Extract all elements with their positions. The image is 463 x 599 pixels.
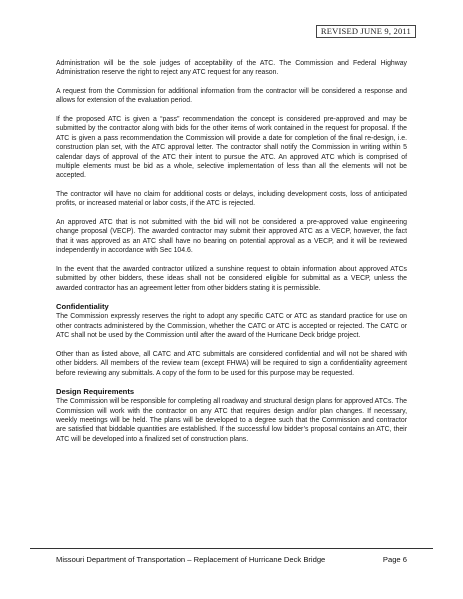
footer-title: Missouri Department of Transportation – Replacement of Hurricane Deck Bridge <box>56 555 326 564</box>
paragraph-vecp: An approved ATC that is not submitted with the bid will not be considered a pre-approved value engineering change proposal (VECP). The awarded contractor may submit their approved ATC as a VECP, however, the fact that it was approved as an ATC shall have no bearing on potential approval as a VECP, and it will be reviewed independently in accordance with Sec 104.6. <box>56 219 407 255</box>
paragraph-pass-recommendation: If the proposed ATC is given a “pass” recommendation the concept is considered pre-approved and may be submitted by the contractor along with bids for the other items of work contained in the request for proposal. If the ATC is given a pass recommendation the Commission will provide a date for completion of the final re-design, i.e. construction plan set, with the ATC approval letter. The contractor shall notify the Commission in writing within 5 calendar days of approval of the ATC their intent to pursue the ATC. An approved ATC which is comprised of multiple elements must be bid as a whole, selective implementation of less than all the elements will not be accepted. <box>56 116 407 180</box>
page-number: Page 6 <box>382 555 407 564</box>
section-heading-design-requirements: Design Requirements <box>56 387 135 397</box>
section-heading-confidentiality: Confidentiality <box>56 302 109 312</box>
paragraph-confidentiality-submittals: Other than as listed above, all CATC and ATC submittals are considered confidential and will not be shared with other bidders. All members of the review team (except FHWA) will be required to sign a confidentiality agreement before reviewing any submittals. A copy of the form to be used for this purpose may be requested. <box>56 350 407 377</box>
paragraph-no-claim: The contractor will have no claim for additional costs or delays, including development costs, loss of anticipated profits, or increased material or labor costs, if the ATC is rejected. <box>56 191 407 208</box>
document-body <box>56 59 407 453</box>
paragraph-additional-information: A request from the Commission for additional information from the contractor will be considered a response and allows for extension of the evaluation period. <box>56 88 407 105</box>
paragraph-design-requirements: The Commission will be responsible for completing all roadway and structural design plans for approved ATCs. The Commission will work with the contractor on any ATC that requires design and/or plan changes. If necessary, weekly meetings will be held. The plans will be developed to a degree such that the Commission and contractor are satisfied that biddable quantities are established. If the successful low bidder’s proposal contains an ATC, their ATC will be developed into a finalized set of construction plans. <box>56 398 407 443</box>
paragraph-confidentiality-adopt: The Commission expressly reserves the right to adopt any specific CATC or ATC as standard practice for use on other contracts administered by the Commission, whether the CATC or ATC is accepted or rejected. The CATC or ATC shall not be used by the Commission until after the award of the Hurricane Deck bridge project. <box>56 313 407 340</box>
paragraph-sunshine-request: In the event that the awarded contractor utilized a sunshine request to obtain information about approved ATCs submitted by other bidders, these ideas shall not be considered eligible for submittal as a VECP, unless the awarded contractor has an agreement letter from other bidders stating it is permissible. <box>56 265 407 292</box>
page-footer <box>56 555 407 564</box>
revision-stamp: REVISED JUNE 9, 2011 <box>316 25 416 38</box>
paragraph-acceptability: Administration will be the sole judges of acceptability of the ATC. The Commission and Federal Highway Administration reserve the right to reject any ATC request for any reason. <box>56 60 407 77</box>
footer-rule <box>30 548 433 549</box>
